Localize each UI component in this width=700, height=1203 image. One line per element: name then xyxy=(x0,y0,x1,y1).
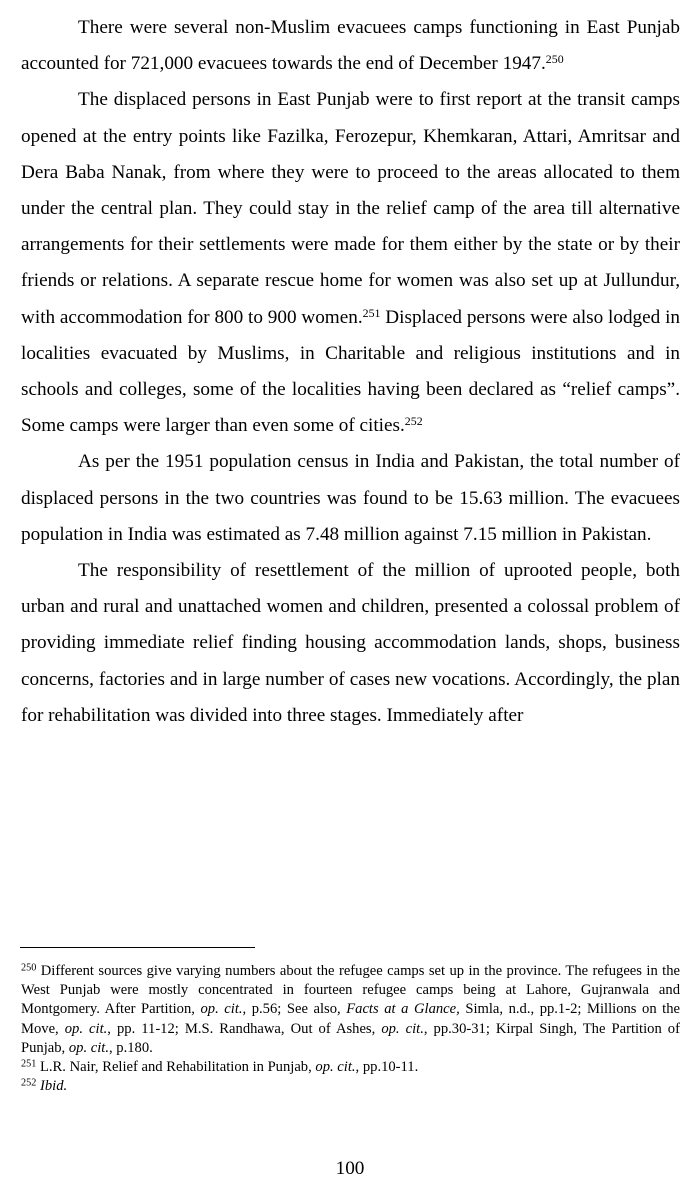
footnote-251-seg-1: L.R. Nair, Relief and Rehabilitation in Punjab, xyxy=(36,1059,316,1076)
footnote-252 xyxy=(21,1077,680,1096)
paragraph-2 xyxy=(21,82,680,444)
paragraph-3-text: As per the 1951 population census in India and Pakistan, the total number of displaced persons in the two countries was found to be 15.63 million. The evacuees population in India was estimated as 7.48 million against 7.15 million in Pakistan. xyxy=(21,451,680,545)
footnote-number-251: 251 xyxy=(21,1058,37,1070)
footnote-250-seg-2: , p.56; See also, xyxy=(242,1001,347,1018)
footnote-250-seg-5: , pp.30-31; Kirpal Singh, The Partition of Punjab, xyxy=(21,1020,680,1056)
footnote-number-252: 252 xyxy=(21,1077,37,1089)
footnote-250-seg-4: , pp. 11-12; M.S. Randhawa, Out of Ashes, xyxy=(107,1020,382,1037)
paragraph-2-text-a: The displaced persons in East Punjab were to first report at the transit camps opened at the entry points like Fazilka, Ferozepur, Khemkaran, Attari, Amritsar and Dera Baba Nanak, from where they were to proceed to the areas allocated to them under the central plan. They could stay in the relief camp of the area till alternative arrangements for their settlements were made for them either by the state or by their friends or relations. A separate rescue home for women was also set up at Jullundur, with accommodation for 800 to 900 women. xyxy=(21,89,680,328)
footnote-separator-rule xyxy=(20,947,255,948)
footnote-250-seg-3: Simla, n.d., pp.1-2; Millions on the Move, xyxy=(21,1001,681,1037)
footnote-250-italic-5: op. cit. xyxy=(68,1039,109,1056)
footnote-250-italic-2: Facts at a Glance, xyxy=(346,1001,460,1018)
body-text-block xyxy=(21,10,680,734)
paragraph-1 xyxy=(21,10,680,82)
paragraph-4 xyxy=(21,553,680,734)
paragraph-4-text: The responsibility of resettlement of the million of uprooted people, both urban and rural and unattached women and children, presented a colossal problem of providing immediate relief finding housing accommodation lands, shops, business concerns, factories and in large number of cases new vocations. Accordingly, the plan for rehabilitation was divided into three stages. Immediately after xyxy=(21,560,680,726)
footnote-250-italic-1: op. cit. xyxy=(200,1001,243,1018)
footnote-250-seg-1: Different sources give varying numbers about the refugee camps set up in the province. The refugees in the West Punjab were mostly concentrated in fourteen refugee camps being at Lahore, Gujranwala and Montgomery. After Partition, xyxy=(21,963,680,1018)
paragraph-2-text-b: Displaced persons were also lodged in localities evacuated by Muslims, in Charitable and religious institutions and in schools and colleges, some of the localities having been declared as “relief camps”. Some camps were larger than even some of cities. xyxy=(21,306,680,437)
footnote-250 xyxy=(21,962,680,1058)
footnote-ref-250[interactable]: 250 xyxy=(545,52,564,67)
footnote-ref-251[interactable]: 251 xyxy=(362,305,381,320)
footnote-251 xyxy=(21,1058,680,1077)
footnote-250-seg-6: , p.180. xyxy=(108,1039,153,1056)
paragraph-1-text: There were several non-Muslim evacuees camps functioning in East Punjab accounted for 721,000 evacuees towards the end of December 1947. xyxy=(21,17,680,75)
footnote-251-seg-2: , pp.10-11. xyxy=(355,1059,419,1076)
footnote-250-italic-3: op. cit. xyxy=(64,1020,108,1037)
footnote-252-italic-1: Ibid. xyxy=(39,1078,68,1095)
paragraph-3 xyxy=(21,444,680,553)
footnote-251-italic-1: op. cit. xyxy=(315,1059,356,1076)
footnote-number-250: 250 xyxy=(21,962,37,974)
page-number: 100 xyxy=(335,1158,365,1179)
footnote-250-italic-4: op. cit. xyxy=(381,1020,424,1037)
footnote-block xyxy=(21,962,680,1096)
footnote-ref-252[interactable]: 252 xyxy=(404,414,423,429)
